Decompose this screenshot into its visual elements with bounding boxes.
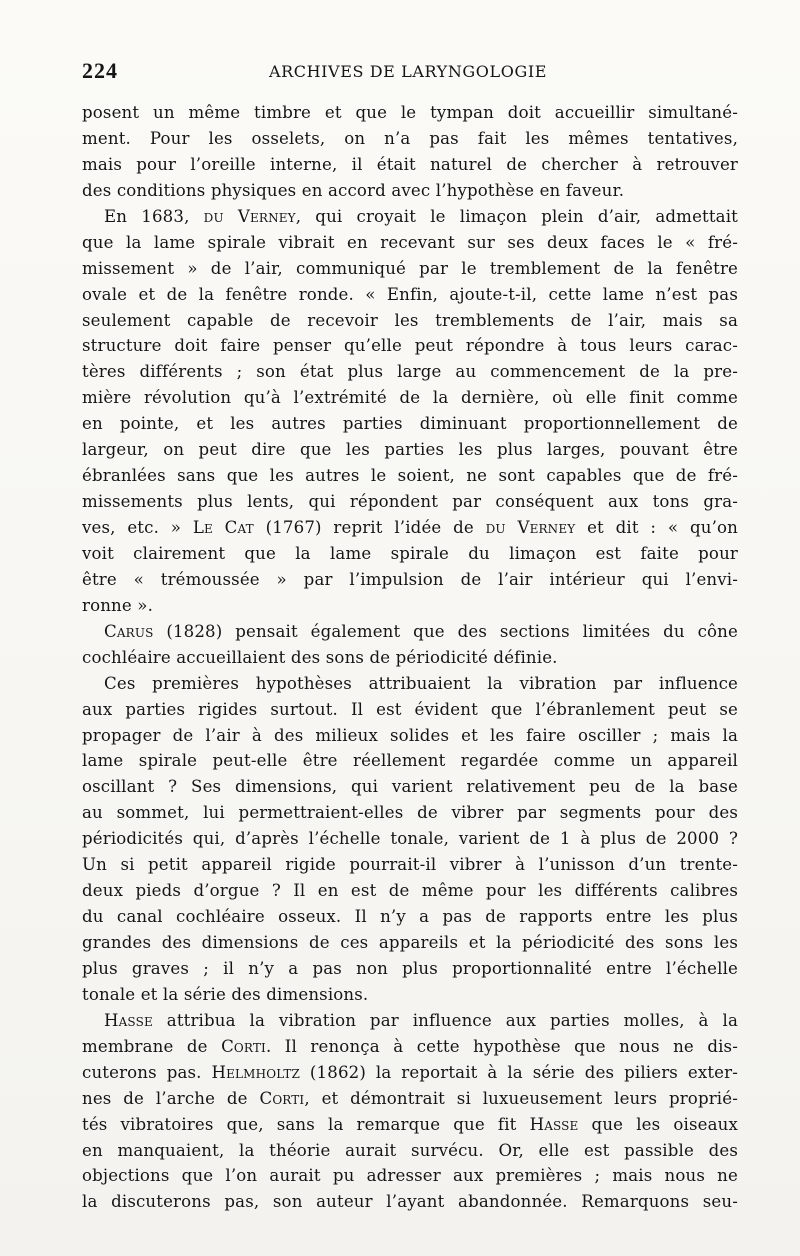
text-line: tonale et la série des dimensions. <box>82 984 369 1004</box>
text-line: structure doit faire penser qu’elle peut répondre à tous leurs carac- <box>82 336 738 356</box>
text-line: Un si petit appareil rigide pourrait-il vibrer à l’unisson d’un trente- <box>82 855 738 875</box>
text-line: mais pour l’oreille interne, il était naturel de chercher à retrouver <box>82 154 738 174</box>
text-line: missement » de l’air, communiqué par le tremblement de la fenêtre <box>82 258 738 278</box>
text-line: en pointe, et les autres parties diminuant proportionnellement de <box>82 414 738 434</box>
text-line: plus graves ; il n’y a pas non plus proportionnalité entre l’échelle <box>82 958 738 978</box>
text-line: membrane de Corti. Il renonça à cette hypothèse que nous ne dis- <box>82 1036 738 1056</box>
text-line: ment. Pour les osselets, on n’a pas fait les mêmes tentatives, <box>82 128 738 148</box>
text-line: des conditions physiques en accord avec l’hypothèse en faveur. <box>82 180 625 200</box>
text-line: cochléaire accueillaient des sons de périodicité définie. <box>82 647 558 667</box>
text-line: grandes des dimensions de ces appareils et la périodicité des sons les <box>82 933 738 952</box>
text-line: aux parties rigides surtout. Il est évident que l’ébranlement peut se <box>82 699 738 719</box>
page-number: 224 <box>82 58 118 83</box>
text-line: Hasse attribua la vibration par influence aux parties molles, à la <box>104 1010 738 1030</box>
text-line: propager de l’air à des milieux solides et les faire osciller ; mais la <box>82 725 738 745</box>
text-line: largeur, on peut dire que les parties les plus larges, pouvant être <box>82 440 738 460</box>
text-line: la discuterons pas, son auteur l’ayant abandonnée. Remarquons seu- <box>82 1192 738 1212</box>
text-line: être « trémoussée » par l’impulsion de l’air intérieur qui l’envi- <box>82 569 738 589</box>
page-header <box>82 58 734 88</box>
text-line: en manquaient, la théorie aurait survécu. Or, elle est passible des <box>82 1140 738 1160</box>
running-title: ARCHIVES DE LARYNGOLOGIE <box>268 62 548 81</box>
text-line: deux pieds d’orgue ? Il en est de même pour les différents calibres <box>82 881 738 901</box>
text-line: cuterons pas. Helmholtz (1862) la reportait à la série des piliers exter- <box>82 1062 738 1082</box>
text-line: du canal cochléaire osseux. Il n’y a pas de rapports entre les plus <box>82 907 738 927</box>
text-line: posent un même timbre et que le tympan doit accueillir simultané- <box>82 103 738 122</box>
text-line: lame spirale peut-elle être réellement regardée comme un appareil <box>82 751 738 771</box>
text-line: périodicités qui, d’après l’échelle tonale, varient de 1 à plus de 2000 ? <box>82 829 738 849</box>
text-line: mière révolution qu’à l’extrémité de la dernière, où elle finit comme <box>82 388 738 408</box>
text-line: ébranlées sans que les autres le soient, ne sont capables que de fré- <box>82 466 738 486</box>
body-text <box>82 100 738 1215</box>
text-line: seulement capable de recevoir les tremblements de l’air, mais sa <box>82 310 738 330</box>
text-line: oscillant ? Ses dimensions, qui varient relativement peu de la base <box>82 777 738 797</box>
text-line: au sommet, lui permettraient-elles de vibrer par segments pour des <box>82 803 738 823</box>
text-line: objections que l’on aurait pu adresser aux premières ; mais nous ne <box>82 1166 738 1186</box>
text-line: missements plus lents, qui répondent par conséquent aux tons gra- <box>82 492 738 512</box>
text-line: ves, etc. » Le Cat (1767) reprit l’idée de du Verney et dit : « qu’on <box>82 518 738 537</box>
text-line: Ces premières hypothèses attribuaient la vibration par influence <box>104 673 738 693</box>
text-line: tés vibratoires que, sans la remarque que fit Hasse que les oiseaux <box>82 1114 738 1134</box>
text-line: En 1683, du Verney, qui croyait le limaçon plein d’air, admettait <box>104 206 738 226</box>
text-line: nes de l’arche de Corti, et démontrait si luxueusement leurs proprié- <box>82 1088 738 1108</box>
text-line: que la lame spirale vibrait en recevant sur ses deux faces le « fré- <box>82 232 738 252</box>
text-line: voit clairement que la lame spirale du limaçon est faite pour <box>82 543 738 563</box>
text-line: ovale et de la fenêtre ronde. « Enfin, ajoute-t-il, cette lame n’est pas <box>82 284 738 304</box>
text-line: tères différents ; son état plus large au commencement de la pre- <box>82 362 738 382</box>
text-line: ronne ». <box>82 595 154 615</box>
text-line: Carus (1828) pensait également que des sections limitées du cône <box>104 621 738 641</box>
